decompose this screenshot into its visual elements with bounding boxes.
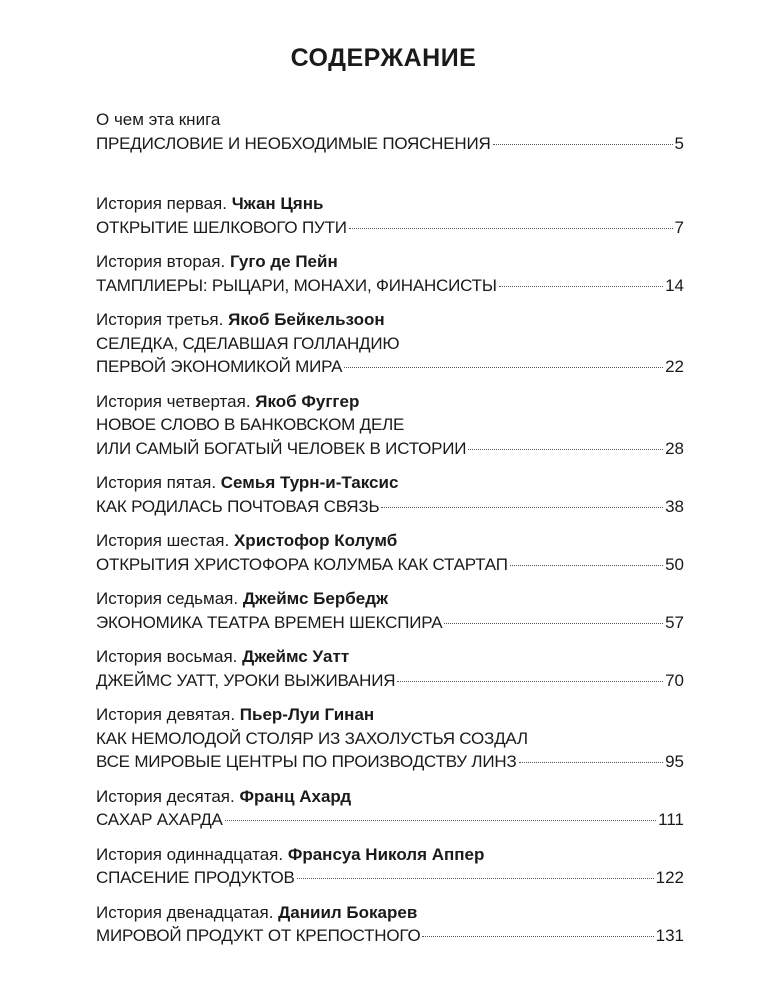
entry-title-line: СПАСЕНИЕ ПРОДУКТОВ: [96, 868, 295, 887]
dot-leader: [519, 762, 664, 763]
entry-label: История четвертая.: [96, 391, 251, 411]
entry-heading: [96, 308, 684, 332]
entry-heading: [96, 645, 684, 669]
page-number: 111: [658, 810, 684, 829]
entry-label: О чем эта книга: [96, 110, 221, 129]
toc-entry[interactable]: [96, 901, 684, 948]
page-number: 28: [665, 438, 684, 458]
page-number: 70: [665, 670, 684, 690]
entry-title-row: [96, 274, 684, 298]
entry-title-line: КАК РОДИЛАСЬ ПОЧТОВАЯ СВЯЗЬ: [96, 496, 380, 516]
page-number: 14: [665, 275, 684, 295]
toc-entry[interactable]: [96, 390, 684, 461]
page-number: 5: [674, 133, 684, 153]
entry-label: История первая.: [96, 194, 227, 213]
entry-person: Франсуа Николя Аппер: [287, 844, 485, 864]
entry-title-line: ЭКОНОМИКА ТЕАТРА ВРЕМЕН ШЕКСПИРА: [96, 612, 443, 632]
entry-title-line: НОВОЕ СЛОВО В БАНКОВСКОМ ДЕЛЕ: [96, 415, 405, 434]
dot-leader: [381, 507, 663, 508]
entry-label: История девятая.: [96, 705, 236, 724]
entry-label: История десятая.: [96, 786, 235, 806]
entry-heading: [96, 192, 684, 216]
entry-title-row: [96, 924, 684, 948]
dot-leader: [499, 286, 663, 287]
entry-title-row: [96, 355, 684, 379]
toc-entry[interactable]: [96, 250, 684, 297]
entry-title-row: [96, 437, 684, 461]
entry-title-row: [96, 611, 684, 635]
entry-heading: [96, 587, 684, 611]
entry-title-line: САХАР АХАРДА: [96, 810, 223, 829]
entry-title-row: [96, 216, 684, 240]
entry-title-line: КАК НЕМОЛОДОЙ СТОЛЯР ИЗ ЗАХОЛУСТЬЯ СОЗДАЛ: [96, 728, 528, 748]
entry-heading: [96, 901, 684, 925]
entry-label: История шестая.: [96, 531, 230, 550]
toc-entry-intro[interactable]: [96, 108, 684, 155]
toc-entry[interactable]: [96, 843, 684, 890]
page-number: 131: [655, 926, 684, 945]
entry-title-line: ДЖЕЙМС УАТТ, УРОКИ ВЫЖИВАНИЯ: [96, 670, 396, 690]
entry-title-line: ОТКРЫТИЕ ШЕЛКОВОГО ПУТИ: [96, 217, 347, 237]
page-number: 95: [665, 752, 684, 771]
dot-leader: [297, 878, 654, 879]
entry-heading: [96, 703, 684, 727]
page-number: 57: [665, 612, 684, 632]
dot-leader: [344, 367, 663, 368]
entry-heading: [96, 390, 684, 414]
entry-heading: [96, 250, 684, 274]
entry-heading: [96, 529, 684, 553]
entry-title-row: [96, 750, 684, 774]
entry-title-line: СЕЛЕДКА, СДЕЛАВШАЯ ГОЛЛАНДИЮ: [96, 333, 400, 353]
page-number: 38: [665, 496, 684, 516]
entry-label: История одиннадцатая.: [96, 844, 284, 864]
dot-leader: [510, 565, 663, 566]
dot-leader: [444, 623, 663, 624]
entry-title-line: ТАМПЛИЕРЫ: РЫЦАРИ, МОНАХИ, ФИНАНСИСТЫ: [96, 275, 497, 295]
entry-title-line: ПЕРВОЙ ЭКОНОМИКОЙ МИРА: [96, 357, 343, 376]
entry-person: Якоб Фуггер: [255, 391, 360, 411]
entry-person: Христофор Колумб: [233, 531, 398, 550]
toc-entry[interactable]: [96, 529, 684, 576]
dot-leader: [422, 936, 653, 937]
entry-title-row: [96, 553, 684, 577]
page-number: 7: [674, 217, 684, 237]
entry-title-row: [96, 866, 684, 890]
entry-person: Пьер-Луи Гинан: [239, 705, 375, 724]
entry-title-line: ВСЕ МИРОВЫЕ ЦЕНТРЫ ПО ПРОИЗВОДСТВУ ЛИНЗ: [96, 752, 517, 771]
entry-person: Гуго де Пейн: [229, 252, 338, 271]
dot-leader: [349, 228, 673, 229]
entry-person: Семья Турн-и-Таксис: [220, 473, 399, 492]
entry-title-row: [96, 669, 684, 693]
toc-entry[interactable]: [96, 192, 684, 239]
entry-title-line: ИЛИ САМЫЙ БОГАТЫЙ ЧЕЛОВЕК В ИСТОРИИ: [96, 438, 467, 458]
toc-entry[interactable]: [96, 703, 684, 774]
toc-entry[interactable]: [96, 785, 684, 832]
dot-leader: [225, 820, 657, 821]
toc-entry[interactable]: [96, 471, 684, 518]
entry-title-row: [96, 495, 684, 519]
page-title: СОДЕРЖАНИЕ: [290, 44, 477, 72]
entry-person: Чжан Цянь: [231, 194, 324, 213]
entry-person: Джеймс Уатт: [242, 647, 350, 666]
entry-title-row: [96, 132, 684, 156]
entry-label: История двенадцатая.: [96, 902, 274, 922]
entry-title-line: ПРЕДИСЛОВИЕ И НЕОБХОДИМЫЕ ПОЯСНЕНИЯ: [96, 133, 491, 153]
entry-title-row: [96, 808, 684, 832]
entry-heading: [96, 843, 684, 867]
entry-label: История седьмая.: [96, 589, 239, 608]
entry-label: История вторая.: [96, 252, 226, 271]
page-number: 50: [665, 554, 684, 574]
entry-label: История восьмая.: [96, 647, 238, 666]
entry-title-line: МИРОВОЙ ПРОДУКТ ОТ КРЕПОСТНОГО: [96, 926, 421, 945]
entry-label: История третья.: [96, 310, 224, 329]
entry-heading: [96, 785, 684, 809]
entry-heading: [96, 108, 684, 132]
entry-person: Джеймс Бербедж: [242, 589, 389, 608]
dot-leader: [397, 681, 663, 682]
page-number: 122: [655, 868, 684, 887]
dot-leader: [468, 449, 663, 450]
dot-leader: [493, 144, 673, 145]
entry-person: Франц Ахард: [239, 786, 352, 806]
toc-entry[interactable]: [96, 308, 684, 379]
entry-person: Даниил Бокарев: [278, 902, 418, 922]
entry-title-line: ОТКРЫТИЯ ХРИСТОФОРА КОЛУМБА КАК СТАРТАП: [96, 554, 508, 574]
table-of-contents: [96, 108, 684, 948]
toc-entry[interactable]: [96, 645, 684, 692]
page-number: 22: [665, 357, 684, 376]
entry-heading: [96, 471, 684, 495]
toc-entry[interactable]: [96, 587, 684, 634]
entry-label: История пятая.: [96, 473, 217, 492]
entry-person: Якоб Бейкельзоон: [228, 310, 385, 329]
